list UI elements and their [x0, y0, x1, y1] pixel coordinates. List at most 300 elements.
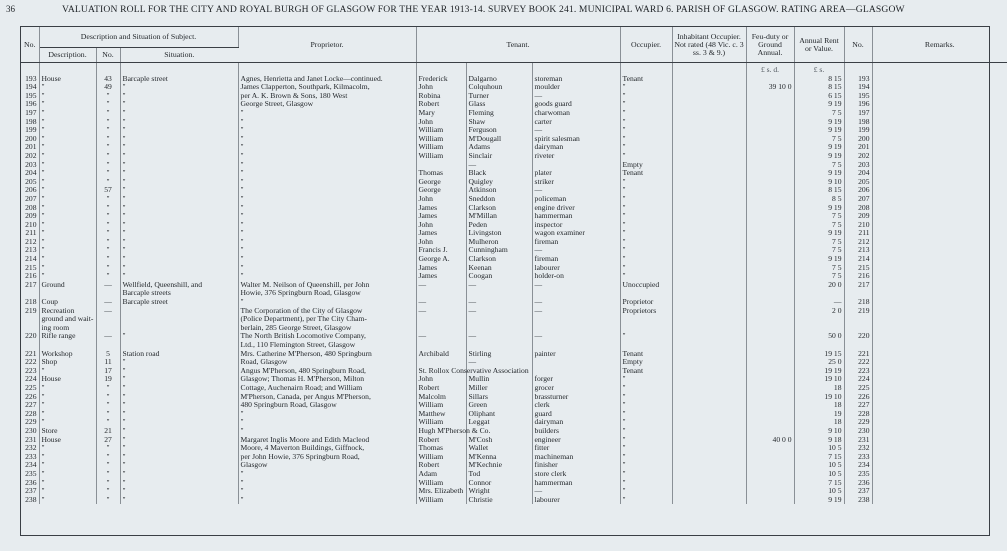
remarks-cell	[872, 109, 1007, 118]
entry-number-right: 225	[844, 384, 872, 393]
entry-number-right: 230	[844, 427, 872, 436]
proprietor-cell: Agnes, Henrietta and Janet Locke—continued.	[238, 75, 416, 84]
situation-cell: "	[120, 264, 238, 273]
entry-number: 204	[21, 169, 39, 178]
annual-rent-cell: 20 0	[794, 281, 844, 290]
inhabitant-cell	[672, 186, 746, 195]
annual-rent-cell: 9 18	[794, 436, 844, 445]
inhabitant-cell	[672, 289, 746, 298]
feu-duty-cell	[746, 169, 794, 178]
annual-rent-cell: 8 15	[794, 83, 844, 92]
remarks-cell	[872, 289, 1007, 298]
situation-cell: "	[120, 83, 238, 92]
annual-rent-cell: 9 19	[794, 255, 844, 264]
entry-number: 209	[21, 212, 39, 221]
description-cell: "	[39, 272, 96, 281]
tenant-surname-cell: M'Kenna	[466, 453, 532, 462]
occupier-cell: "	[620, 204, 672, 213]
proprietor-cell: "	[238, 470, 416, 479]
proprietor-cell: berlain, 285 George Street, Glasgow	[238, 324, 416, 333]
remarks-cell	[872, 332, 1007, 341]
entry-number: 228	[21, 410, 39, 419]
situation-cell: "	[120, 195, 238, 204]
proprietor-cell: "	[238, 427, 416, 436]
col-tenant: Tenant.	[416, 27, 620, 63]
remarks-cell	[872, 229, 1007, 238]
inhabitant-cell	[672, 246, 746, 255]
proprietor-cell: Walter M. Neilson of Queenshill, per John	[238, 281, 416, 290]
proprietor-cell: Glasgow; Thomas H. M'Pherson, Milton	[238, 375, 416, 384]
tenant-occupation-cell: labourer	[532, 496, 620, 505]
description-cell: Store	[39, 427, 96, 436]
house-number-cell: 17	[96, 367, 120, 376]
proprietor-cell: "	[238, 161, 416, 170]
col-no-house: No.	[96, 48, 120, 63]
remarks-cell	[872, 315, 1007, 324]
description-cell: "	[39, 118, 96, 127]
tenant-occupation-cell: fireman	[532, 238, 620, 247]
tenant-surname-cell: Glass	[466, 100, 532, 109]
proprietor-cell: (Police Department), per The City Cham-	[238, 315, 416, 324]
feu-duty-cell	[746, 401, 794, 410]
proprietor-cell: "	[238, 135, 416, 144]
entry-number-right: 224	[844, 375, 872, 384]
house-number-cell: —	[96, 307, 120, 316]
remarks-cell	[872, 384, 1007, 393]
tenant-surname-cell: Clarkson	[466, 204, 532, 213]
tenant-forename-cell: Mary	[416, 109, 466, 118]
entry-number: 218	[21, 298, 39, 307]
description-cell: "	[39, 487, 96, 496]
annual-rent-cell: 9 19	[794, 100, 844, 109]
feu-duty-cell	[746, 255, 794, 264]
tenant-occupation-cell: riveter	[532, 152, 620, 161]
house-number-cell: —	[96, 281, 120, 290]
tenant-occupation-cell	[532, 358, 620, 367]
tenant-surname-cell: M'Dougall	[466, 135, 532, 144]
house-number-cell: "	[96, 126, 120, 135]
inhabitant-cell	[672, 307, 746, 316]
description-cell: "	[39, 126, 96, 135]
proprietor-cell: "	[238, 479, 416, 488]
tenant-surname-cell: Cunningham	[466, 246, 532, 255]
description-cell: "	[39, 100, 96, 109]
entry-number: 216	[21, 272, 39, 281]
tenant-occupation-cell: dairyman	[532, 418, 620, 427]
feu-duty-cell	[746, 118, 794, 127]
feu-duty-cell	[746, 358, 794, 367]
feu-duty-cell	[746, 238, 794, 247]
inhabitant-cell	[672, 461, 746, 470]
house-number-cell: "	[96, 264, 120, 273]
proprietor-cell: Cottage, Auchenairn Road; and William	[238, 384, 416, 393]
occupier-cell: Proprietor	[620, 298, 672, 307]
entry-number-right: 218	[844, 298, 872, 307]
description-cell: "	[39, 92, 96, 101]
annual-rent-cell: 10 5	[794, 461, 844, 470]
tenant-occupation-cell: clerk	[532, 401, 620, 410]
description-cell: ground and wait-	[39, 315, 96, 324]
entry-number-right: 204	[844, 169, 872, 178]
situation-cell: Barcaple street	[120, 298, 238, 307]
tenant-surname-cell: Fleming	[466, 109, 532, 118]
annual-rent-cell: 7 5	[794, 246, 844, 255]
situation-cell: "	[120, 375, 238, 384]
house-number-cell: "	[96, 92, 120, 101]
col-no-right: No.	[844, 27, 872, 63]
tenant-forename-cell: Mrs. Elizabeth	[416, 487, 466, 496]
annual-rent-cell: 9 19	[794, 169, 844, 178]
tenant-forename-cell: William	[416, 152, 466, 161]
entry-number: 219	[21, 307, 39, 316]
tenant-surname-cell: Mulheron	[466, 238, 532, 247]
annual-rent-cell: 7 5	[794, 272, 844, 281]
entry-number-right: 216	[844, 272, 872, 281]
inhabitant-cell	[672, 135, 746, 144]
tenant-forename-cell: Robina	[416, 92, 466, 101]
remarks-cell	[872, 118, 1007, 127]
feu-duty-cell	[746, 92, 794, 101]
situation-cell: "	[120, 118, 238, 127]
description-cell: Recreation	[39, 307, 96, 316]
tenant-forename-cell: Robert	[416, 436, 466, 445]
feu-duty-cell	[746, 315, 794, 324]
tenant-occupation-cell: engineer	[532, 436, 620, 445]
house-number-cell: "	[96, 393, 120, 402]
occupier-cell: "	[620, 496, 672, 505]
tenant-occupation-cell: hammerman	[532, 212, 620, 221]
proprietor-cell: "	[238, 487, 416, 496]
annual-rent-cell: 8 15	[794, 186, 844, 195]
tenant-forename-cell: Francis J.	[416, 246, 466, 255]
house-number-cell: "	[96, 384, 120, 393]
house-number-cell: 43	[96, 75, 120, 84]
description-cell: "	[39, 255, 96, 264]
entry-number: 208	[21, 204, 39, 213]
annual-rent-cell: 7 5	[794, 135, 844, 144]
annual-rent-cell: 50 0	[794, 332, 844, 341]
description-cell: "	[39, 152, 96, 161]
description-cell: "	[39, 178, 96, 187]
entry-number: 222	[21, 358, 39, 367]
tenant-forename-cell: Adam	[416, 470, 466, 479]
house-number-cell: "	[96, 152, 120, 161]
description-cell: "	[39, 195, 96, 204]
tenant-surname-cell: Green	[466, 401, 532, 410]
annual-rent-cell: 19 10	[794, 393, 844, 402]
tenant-surname-cell: Coogan	[466, 272, 532, 281]
entry-number-right: 237	[844, 487, 872, 496]
situation-cell: "	[120, 470, 238, 479]
proprietor-cell: Road, Glasgow	[238, 358, 416, 367]
feu-duty-cell	[746, 186, 794, 195]
situation-cell: "	[120, 212, 238, 221]
proprietor-cell: per John Howie, 376 Springburn Road,	[238, 453, 416, 462]
remarks-cell	[872, 178, 1007, 187]
inhabitant-cell	[672, 178, 746, 187]
occupier-cell: "	[620, 100, 672, 109]
occupier-cell: "	[620, 375, 672, 384]
house-number-cell: "	[96, 169, 120, 178]
col-situation: Situation.	[120, 48, 238, 63]
tenant-occupation-cell: —	[532, 332, 620, 341]
annual-rent-cell: 9 19	[794, 204, 844, 213]
description-cell: Workshop	[39, 350, 96, 359]
remarks-cell	[872, 264, 1007, 273]
house-number-cell: "	[96, 229, 120, 238]
occupier-cell: Tenant	[620, 169, 672, 178]
tenant-occupation-cell: guard	[532, 410, 620, 419]
inhabitant-cell	[672, 444, 746, 453]
tenant-surname-cell: Black	[466, 169, 532, 178]
remarks-cell	[872, 169, 1007, 178]
inhabitant-cell	[672, 229, 746, 238]
description-cell: ing room	[39, 324, 96, 333]
situation-cell: "	[120, 393, 238, 402]
proprietor-cell: "	[238, 410, 416, 419]
description-cell: "	[39, 470, 96, 479]
tenant-surname-cell: —	[466, 298, 532, 307]
occupier-cell: "	[620, 479, 672, 488]
valuation-table	[21, 27, 1007, 504]
entry-number-right: 203	[844, 161, 872, 170]
annual-rent-cell: 9 19	[794, 496, 844, 505]
inhabitant-cell	[672, 332, 746, 341]
valuation-table-frame	[20, 26, 990, 536]
feu-duty-cell	[746, 178, 794, 187]
annual-rent-cell: 18	[794, 401, 844, 410]
proprietor-cell: "	[238, 178, 416, 187]
feu-duty-cell	[746, 418, 794, 427]
tenant-forename-cell: Matthew	[416, 410, 466, 419]
tenant-forename-cell: William	[416, 401, 466, 410]
inhabitant-cell	[672, 496, 746, 505]
entry-number-right: 200	[844, 135, 872, 144]
proprietor-cell: Margaret Inglis Moore and Edith Macleod	[238, 436, 416, 445]
remarks-cell	[872, 126, 1007, 135]
entry-number: 195	[21, 92, 39, 101]
feu-duty-cell	[746, 487, 794, 496]
inhabitant-cell	[672, 470, 746, 479]
remarks-cell	[872, 238, 1007, 247]
inhabitant-cell	[672, 453, 746, 462]
description-cell: "	[39, 479, 96, 488]
annual-rent-cell: 9 10	[794, 427, 844, 436]
annual-rent-cell: 9 19	[794, 126, 844, 135]
inhabitant-cell	[672, 195, 746, 204]
tenant-surname-cell: Sillars	[466, 393, 532, 402]
entry-number: 226	[21, 393, 39, 402]
occupier-cell: "	[620, 143, 672, 152]
tenant-forename-cell: Robert	[416, 384, 466, 393]
entry-number: 205	[21, 178, 39, 187]
entry-number: 232	[21, 444, 39, 453]
tenant-forename-cell: William	[416, 126, 466, 135]
tenant-forename-cell: William	[416, 479, 466, 488]
proprietor-cell: "	[238, 169, 416, 178]
proprietor-cell: "	[238, 143, 416, 152]
house-number-cell: "	[96, 487, 120, 496]
proprietor-cell: "	[238, 298, 416, 307]
remarks-cell	[872, 298, 1007, 307]
table-row	[21, 307, 1007, 316]
col-desc-group: Description and Situation of Subject.	[39, 27, 238, 48]
proprietor-cell: The North British Locomotive Company,	[238, 332, 416, 341]
annual-rent-cell: 19 19	[794, 367, 844, 376]
tenant-surname-cell: Leggat	[466, 418, 532, 427]
situation-cell: "	[120, 100, 238, 109]
tenant-forename-cell: John	[416, 221, 466, 230]
table-row	[21, 496, 1007, 505]
annual-rent-cell: 8 15	[794, 75, 844, 84]
entry-number: 207	[21, 195, 39, 204]
situation-cell: "	[120, 410, 238, 419]
entry-number: 202	[21, 152, 39, 161]
tenant-surname-cell: Keenan	[466, 264, 532, 273]
tenant-surname-cell: Oliphant	[466, 410, 532, 419]
remarks-cell	[872, 418, 1007, 427]
house-number-cell: "	[96, 178, 120, 187]
description-cell: "	[39, 496, 96, 505]
proprietor-cell: Moore, 4 Maverton Buildings, Giffnock,	[238, 444, 416, 453]
description-cell: "	[39, 143, 96, 152]
tenant-forename-cell: Frederick	[416, 75, 466, 84]
description-cell: "	[39, 229, 96, 238]
house-number-cell: 49	[96, 83, 120, 92]
tenant-occupation-cell: inspector	[532, 221, 620, 230]
feu-duty-cell	[746, 229, 794, 238]
entry-number: 237	[21, 487, 39, 496]
entry-number-right: 193	[844, 75, 872, 84]
house-number-cell: "	[96, 444, 120, 453]
situation-cell: "	[120, 186, 238, 195]
tenant-occupation-cell: —	[532, 92, 620, 101]
tenant-forename-cell: George	[416, 186, 466, 195]
tenant-occupation-cell: forger	[532, 375, 620, 384]
entry-number-right: 214	[844, 255, 872, 264]
annual-rent-cell: 6 15	[794, 92, 844, 101]
house-number-cell: "	[96, 238, 120, 247]
occupier-cell: "	[620, 393, 672, 402]
description-cell: "	[39, 83, 96, 92]
feu-duty-cell	[746, 143, 794, 152]
tenant-occupation-cell: —	[532, 281, 620, 290]
description-cell: "	[39, 461, 96, 470]
description-cell: "	[39, 393, 96, 402]
tenant-occupation-cell: spirit salesman	[532, 135, 620, 144]
tenant-forename-cell: James	[416, 264, 466, 273]
situation-cell: Wellfield, Queenshill, and	[120, 281, 238, 290]
situation-cell: "	[120, 461, 238, 470]
occupier-cell: "	[620, 126, 672, 135]
situation-cell: Barcaple streets	[120, 289, 238, 298]
entry-number: 211	[21, 229, 39, 238]
occupier-cell: "	[620, 255, 672, 264]
entry-number: 201	[21, 143, 39, 152]
proprietor-cell: 480 Springburn Road, Glasgow	[238, 401, 416, 410]
situation-cell: "	[120, 92, 238, 101]
tenant-surname-cell: Sneddon	[466, 195, 532, 204]
tenant-surname-cell: M'Millan	[466, 212, 532, 221]
inhabitant-cell	[672, 298, 746, 307]
remarks-cell	[872, 186, 1007, 195]
tenant-occupation-cell: storeman	[532, 75, 620, 84]
annual-rent-cell: 10 5	[794, 444, 844, 453]
remarks-cell	[872, 393, 1007, 402]
description-cell: "	[39, 453, 96, 462]
house-number-cell: "	[96, 496, 120, 505]
tenant-forename-cell: John	[416, 238, 466, 247]
tenant-forename-cell: —	[416, 332, 466, 341]
inhabitant-cell	[672, 212, 746, 221]
tenant-occupation-cell: holder-on	[532, 272, 620, 281]
house-number-cell: "	[96, 246, 120, 255]
entry-number-right: 196	[844, 100, 872, 109]
tenant-occupation-cell: —	[532, 126, 620, 135]
situation-cell: "	[120, 221, 238, 230]
proprietor-cell: "	[238, 229, 416, 238]
tenant-occupation-cell	[532, 289, 620, 298]
situation-cell: "	[120, 358, 238, 367]
feu-duty-cell	[746, 461, 794, 470]
feu-duty-cell	[746, 221, 794, 230]
proprietor-cell: "	[238, 118, 416, 127]
tenant-surname-cell: —	[466, 281, 532, 290]
tenant-surname-cell: Colquhoun	[466, 83, 532, 92]
situation-cell: "	[120, 255, 238, 264]
house-number-cell: 11	[96, 358, 120, 367]
proprietor-cell: Glasgow	[238, 461, 416, 470]
inhabitant-cell	[672, 427, 746, 436]
tenant-surname-cell: Peden	[466, 221, 532, 230]
tenant-forename-cell: —	[416, 281, 466, 290]
remarks-cell	[872, 281, 1007, 290]
feu-duty-cell	[746, 367, 794, 376]
remarks-cell	[872, 152, 1007, 161]
inhabitant-cell	[672, 109, 746, 118]
entry-number: 235	[21, 470, 39, 479]
description-cell: "	[39, 135, 96, 144]
inhabitant-cell	[672, 479, 746, 488]
feu-duty-cell	[746, 289, 794, 298]
description-cell: "	[39, 246, 96, 255]
feu-duty-cell	[746, 152, 794, 161]
inhabitant-cell	[672, 375, 746, 384]
annual-rent-cell: 7 5	[794, 109, 844, 118]
tenant-forename-cell: John	[416, 195, 466, 204]
occupier-cell: "	[620, 135, 672, 144]
entry-number: 230	[21, 427, 39, 436]
feu-duty-cell	[746, 453, 794, 462]
annual-rent-cell: 18	[794, 418, 844, 427]
feu-duty-cell	[746, 393, 794, 402]
tenant-occupation-cell: —	[532, 246, 620, 255]
remarks-cell	[872, 496, 1007, 505]
occupier-cell: "	[620, 418, 672, 427]
occupier-cell: Tenant	[620, 75, 672, 84]
situation-cell: "	[120, 161, 238, 170]
units-row	[21, 63, 1007, 75]
entry-number: 223	[21, 367, 39, 376]
house-number-cell: "	[96, 100, 120, 109]
remarks-cell	[872, 195, 1007, 204]
inhabitant-cell	[672, 75, 746, 84]
feu-duty-cell	[746, 479, 794, 488]
remarks-cell	[872, 401, 1007, 410]
remarks-cell	[872, 204, 1007, 213]
occupier-cell: "	[620, 272, 672, 281]
tenant-occupation-cell: fireman	[532, 255, 620, 264]
